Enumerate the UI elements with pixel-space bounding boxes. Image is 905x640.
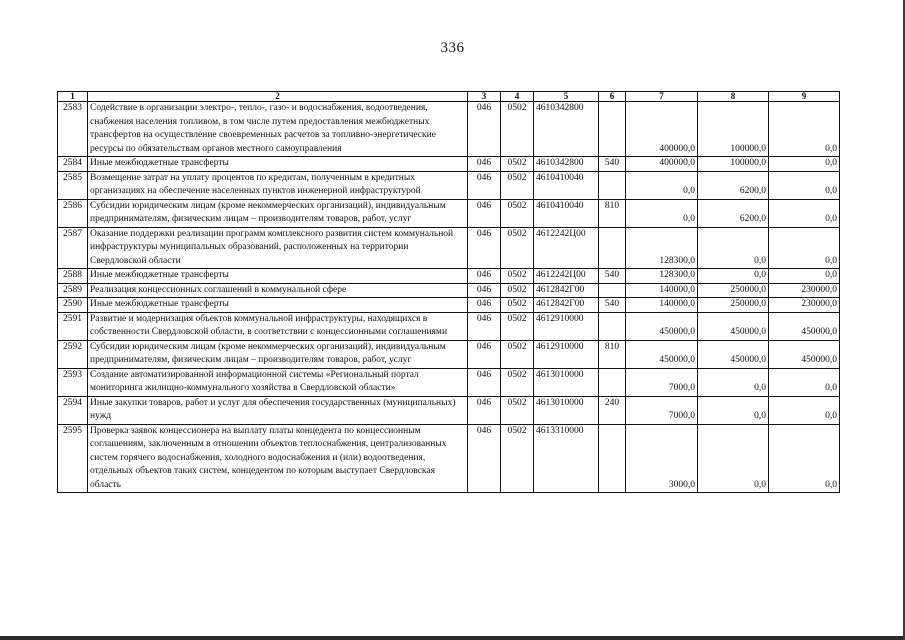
admin-code: 046 xyxy=(468,269,501,284)
expense-type-code: 540 xyxy=(599,157,626,172)
expense-type-code xyxy=(599,102,626,157)
target-code: 4610410040 xyxy=(534,199,599,227)
admin-code: 046 xyxy=(468,368,501,396)
col-header: 1 xyxy=(58,92,88,102)
table-row xyxy=(58,199,840,227)
row-number: 2593 xyxy=(58,368,88,396)
table-row xyxy=(58,283,840,298)
row-description: Проверка заявок концессионера на выплату платы концедента по концессионным соглашениям, заключенным в отношении объектов теплоснабжения, централизованных систем горячего водоснабжения, холодного водоснабжения и (или) водоотведения, отдельных объектов таких систем, концедентом по которым выступает Свердловская область xyxy=(88,424,468,493)
col-header: 4 xyxy=(501,92,534,102)
row-number: 2592 xyxy=(58,340,88,368)
amount-col8: 250000,0 xyxy=(698,283,769,298)
amount-col9: 0,0 xyxy=(769,269,840,284)
section-code: 0502 xyxy=(501,312,534,340)
expense-type-code: 540 xyxy=(599,298,626,313)
table-row xyxy=(58,269,840,284)
amount-col9: 230000,0 xyxy=(769,283,840,298)
amount-col7: 3000,0 xyxy=(626,424,698,493)
row-description: Создание автоматизированной информационной системы «Региональный портал мониторинга жилищно-коммунального хозяйства в Свердловской области» xyxy=(88,368,468,396)
amount-col8: 0,0 xyxy=(698,424,769,493)
target-code: 4612910000 xyxy=(534,312,599,340)
amount-col7: 0,0 xyxy=(626,171,698,199)
section-code: 0502 xyxy=(501,269,534,284)
col-header: 3 xyxy=(468,92,501,102)
row-description: Иные закупки товаров, работ и услуг для обеспечения государственных (муниципальных) нужд xyxy=(88,396,468,424)
row-description: Содействие в организации электро-, тепло-, газо- и водоснабжения, водоотведения, снабжения населения топливом, в том числе путем предоставления межбюджетных трансфертов на осуществление своевременных расчетов за топливно-энергетические ресурсы по обязательствам органов местного самоуправления xyxy=(88,102,468,157)
amount-col8: 0,0 xyxy=(698,227,769,269)
admin-code: 046 xyxy=(468,283,501,298)
section-code: 0502 xyxy=(501,102,534,157)
section-code: 0502 xyxy=(501,368,534,396)
admin-code: 046 xyxy=(468,102,501,157)
col-header: 5 xyxy=(534,92,599,102)
amount-col8: 450000,0 xyxy=(698,312,769,340)
table-row xyxy=(58,368,840,396)
target-code: 4612842Г00 xyxy=(534,283,599,298)
amount-col9: 450000,0 xyxy=(769,340,840,368)
admin-code: 046 xyxy=(468,424,501,493)
section-code: 0502 xyxy=(501,157,534,172)
section-code: 0502 xyxy=(501,199,534,227)
amount-col7: 450000,0 xyxy=(626,340,698,368)
expense-type-code xyxy=(599,312,626,340)
admin-code: 046 xyxy=(468,396,501,424)
row-number: 2594 xyxy=(58,396,88,424)
amount-col7: 128300,0 xyxy=(626,269,698,284)
admin-code: 046 xyxy=(468,171,501,199)
row-number: 2586 xyxy=(58,199,88,227)
expense-type-code: 810 xyxy=(599,340,626,368)
row-description: Иные межбюджетные трансферты xyxy=(88,269,468,284)
row-number: 2589 xyxy=(58,283,88,298)
expense-type-code xyxy=(599,227,626,269)
admin-code: 046 xyxy=(468,227,501,269)
admin-code: 046 xyxy=(468,340,501,368)
section-code: 0502 xyxy=(501,396,534,424)
budget-table xyxy=(57,91,840,493)
admin-code: 046 xyxy=(468,298,501,313)
amount-col7: 140000,0 xyxy=(626,283,698,298)
admin-code: 046 xyxy=(468,157,501,172)
table-row xyxy=(58,396,840,424)
row-description: Иные межбюджетные трансферты xyxy=(88,298,468,313)
table-row xyxy=(58,171,840,199)
row-description: Реализация концессионных соглашений в коммунальной сфере xyxy=(88,283,468,298)
row-description: Субсидии юридическим лицам (кроме некоммерческих организаций), индивидуальным предпринимателям, физическим лицам – производителям товаров, работ, услуг xyxy=(88,199,468,227)
expense-type-code xyxy=(599,368,626,396)
amount-col7: 128300,0 xyxy=(626,227,698,269)
section-code: 0502 xyxy=(501,298,534,313)
target-code: 4610410040 xyxy=(534,171,599,199)
table-row xyxy=(58,312,840,340)
page-number: 336 xyxy=(440,40,465,56)
section-code: 0502 xyxy=(501,424,534,493)
section-code: 0502 xyxy=(501,227,534,269)
amount-col9: 0,0 xyxy=(769,424,840,493)
row-number: 2591 xyxy=(58,312,88,340)
col-header: 7 xyxy=(626,92,698,102)
amount-col7: 0,0 xyxy=(626,199,698,227)
row-number: 2595 xyxy=(58,424,88,493)
amount-col7: 7000,0 xyxy=(626,396,698,424)
row-number: 2583 xyxy=(58,102,88,157)
row-description: Иные межбюджетные трансферты xyxy=(88,157,468,172)
amount-col9: 0,0 xyxy=(769,157,840,172)
expense-type-code: 540 xyxy=(599,269,626,284)
amount-col8: 100000,0 xyxy=(698,102,769,157)
amount-col9: 0,0 xyxy=(769,396,840,424)
amount-col7: 400000,0 xyxy=(626,102,698,157)
row-number: 2590 xyxy=(58,298,88,313)
col-header: 8 xyxy=(698,92,769,102)
row-description: Развитие и модернизация объектов коммунальной инфраструктуры, находящихся в собственности Свердловской области, в соответствии с концессионными соглашениями xyxy=(88,312,468,340)
amount-col8: 0,0 xyxy=(698,269,769,284)
amount-col9: 0,0 xyxy=(769,102,840,157)
col-header: 2 xyxy=(88,92,468,102)
row-number: 2585 xyxy=(58,171,88,199)
table-row xyxy=(58,340,840,368)
expense-type-code: 240 xyxy=(599,396,626,424)
target-code: 4612242Ц00 xyxy=(534,269,599,284)
col-header: 6 xyxy=(599,92,626,102)
amount-col8: 250000,0 xyxy=(698,298,769,313)
table-row xyxy=(58,424,840,493)
amount-col9: 230000,0 xyxy=(769,298,840,313)
target-code: 4613010000 xyxy=(534,396,599,424)
scan-edge-bottom xyxy=(0,636,905,640)
target-code: 4610342800 xyxy=(534,102,599,157)
row-description: Оказание поддержки реализации программ комплексного развития систем коммунальной инфраструктуры муниципальных образований, расположенных на территории Свердловской области xyxy=(88,227,468,269)
amount-col8: 6200,0 xyxy=(698,199,769,227)
amount-col8: 450000,0 xyxy=(698,340,769,368)
admin-code: 046 xyxy=(468,199,501,227)
header-row xyxy=(58,92,840,102)
target-code: 4613310000 xyxy=(534,424,599,493)
amount-col8: 6200,0 xyxy=(698,171,769,199)
expense-type-code xyxy=(599,283,626,298)
row-description: Возмещение затрат на уплату процентов по кредитам, полученным в кредитных организациях на обеспечение населенных пунктов инженерной инфраструктурой xyxy=(88,171,468,199)
amount-col7: 140000,0 xyxy=(626,298,698,313)
amount-col7: 450000,0 xyxy=(626,312,698,340)
expense-type-code: 810 xyxy=(599,199,626,227)
amount-col8: 0,0 xyxy=(698,396,769,424)
col-header: 9 xyxy=(769,92,840,102)
row-number: 2587 xyxy=(58,227,88,269)
row-description: Субсидии юридическим лицам (кроме некоммерческих организаций), индивидуальным предпринимателям, физическим лицам – производителям товаров, работ, услуг xyxy=(88,340,468,368)
target-code: 4612242Ц00 xyxy=(534,227,599,269)
target-code: 4610342800 xyxy=(534,157,599,172)
expense-type-code xyxy=(599,424,626,493)
amount-col8: 100000,0 xyxy=(698,157,769,172)
row-number: 2588 xyxy=(58,269,88,284)
section-code: 0502 xyxy=(501,283,534,298)
target-code: 4612842Г00 xyxy=(534,298,599,313)
table-row xyxy=(58,102,840,157)
amount-col9: 0,0 xyxy=(769,227,840,269)
amount-col9: 0,0 xyxy=(769,171,840,199)
target-code: 4613010000 xyxy=(534,368,599,396)
row-number: 2584 xyxy=(58,157,88,172)
amount-col9: 450000,0 xyxy=(769,312,840,340)
amount-col9: 0,0 xyxy=(769,368,840,396)
table-row xyxy=(58,227,840,269)
section-code: 0502 xyxy=(501,340,534,368)
expense-type-code xyxy=(599,171,626,199)
budget-table-container xyxy=(57,91,839,493)
amount-col9: 0,0 xyxy=(769,199,840,227)
table-row xyxy=(58,298,840,313)
target-code: 4612910000 xyxy=(534,340,599,368)
section-code: 0502 xyxy=(501,171,534,199)
admin-code: 046 xyxy=(468,312,501,340)
amount-col8: 0,0 xyxy=(698,368,769,396)
amount-col7: 7000,0 xyxy=(626,368,698,396)
table-row xyxy=(58,157,840,172)
amount-col7: 400000,0 xyxy=(626,157,698,172)
